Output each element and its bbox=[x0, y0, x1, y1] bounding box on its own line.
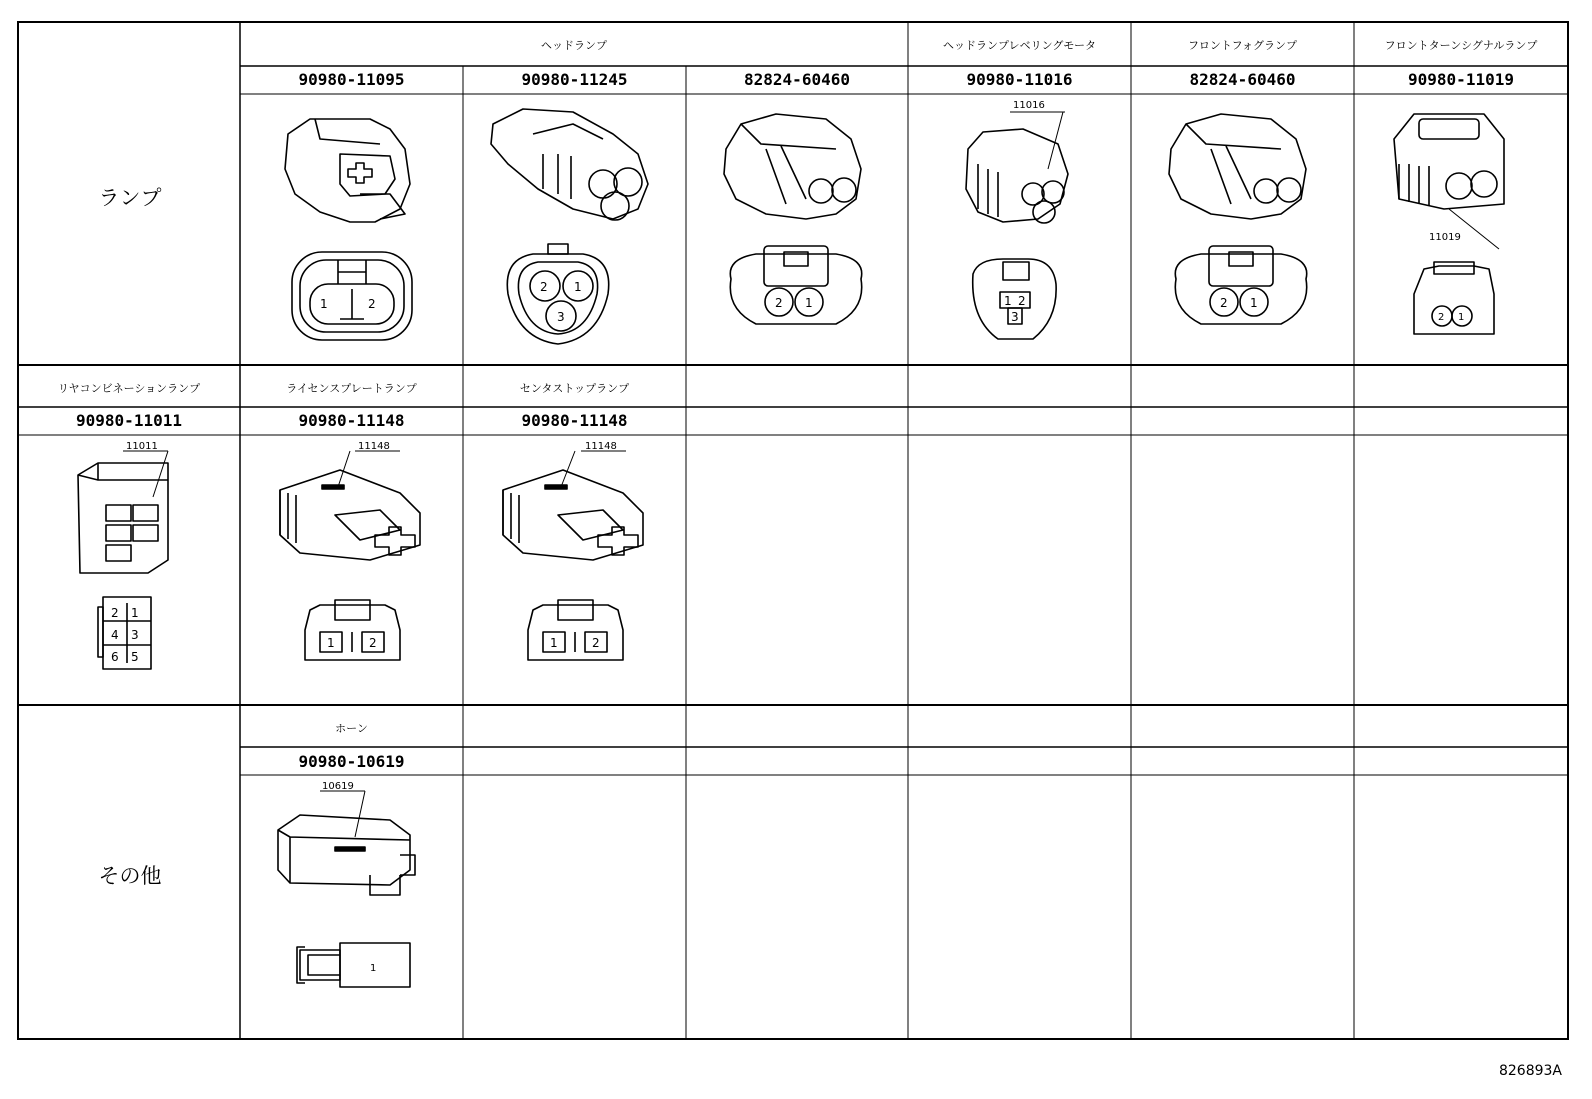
pin-3: 3 bbox=[1011, 310, 1019, 324]
pin-2: 2 bbox=[1018, 294, 1026, 308]
connector-10619-drawing bbox=[240, 775, 463, 1039]
pin-1: 1 bbox=[1004, 294, 1012, 308]
pin-4: 4 bbox=[111, 628, 119, 642]
pin-2: 2 bbox=[1220, 296, 1228, 310]
type-front-fog-lamp: フロントフォグランプ bbox=[1187, 39, 1298, 52]
type-front-turn-signal-lamp: フロントターンシグナルランプ bbox=[1384, 39, 1538, 52]
pin-2: 2 bbox=[1438, 312, 1445, 323]
pin-1: 1 bbox=[327, 636, 335, 650]
part-number: 90980-10619 bbox=[298, 752, 405, 771]
connector-11016-drawing bbox=[908, 94, 1131, 365]
callout-label: 11019 bbox=[1429, 232, 1461, 243]
type-headlamp-leveling-motor: ヘッドランプレベリングモータ bbox=[943, 39, 1096, 52]
callout-label: 11148 bbox=[358, 441, 390, 452]
drawing-reference-number: 826893A bbox=[1498, 1063, 1562, 1079]
type-headlamp: ヘッドランプ bbox=[541, 39, 607, 52]
part-number: 90980-11245 bbox=[521, 70, 628, 89]
category-lamp: ランプ bbox=[98, 186, 162, 210]
pin-2: 2 bbox=[540, 280, 548, 294]
pin-2: 2 bbox=[111, 606, 119, 620]
category-other: その他 bbox=[98, 864, 162, 888]
part-number: 90980-11148 bbox=[521, 411, 628, 430]
type-license-plate-lamp: ライセンスプレートランプ bbox=[286, 382, 417, 395]
pin-1: 1 bbox=[1458, 312, 1465, 323]
pin-2: 2 bbox=[592, 636, 600, 650]
pin-1: 1 bbox=[550, 636, 558, 650]
part-number: 90980-11095 bbox=[298, 70, 405, 89]
pin-1: 1 bbox=[370, 963, 377, 974]
part-number: 90980-11011 bbox=[76, 411, 182, 430]
pin-5: 5 bbox=[131, 650, 139, 664]
pin-3: 3 bbox=[557, 310, 565, 324]
part-number: 82824-60460 bbox=[1189, 70, 1296, 89]
type-center-stop-lamp: センタストップランプ bbox=[519, 382, 630, 395]
connector-11245-drawing bbox=[463, 94, 686, 365]
pin-1: 1 bbox=[805, 296, 813, 310]
part-number: 90980-11019 bbox=[1408, 70, 1514, 89]
part-number: 82824-60460 bbox=[744, 70, 850, 89]
type-horn: ホーン bbox=[335, 722, 368, 735]
part-number: 90980-11016 bbox=[966, 70, 1073, 89]
connector-11148-license-drawing bbox=[240, 435, 463, 705]
connector-60460-drawing bbox=[686, 94, 908, 365]
callout-label: 11011 bbox=[126, 441, 158, 452]
callout-label: 11148 bbox=[585, 441, 617, 452]
pin-1: 1 bbox=[574, 280, 582, 294]
pin-2: 2 bbox=[369, 636, 377, 650]
pin-6: 6 bbox=[111, 650, 119, 664]
part-number: 90980-11148 bbox=[298, 411, 405, 430]
pin-1: 1 bbox=[320, 297, 328, 311]
connector-11019-drawing bbox=[1354, 94, 1568, 365]
connector-11095-drawing bbox=[240, 94, 463, 365]
callout-label: 10619 bbox=[322, 781, 354, 792]
pin-3: 3 bbox=[131, 628, 139, 642]
connector-60460-fog-drawing bbox=[1131, 94, 1354, 365]
callout-label: 11016 bbox=[1013, 100, 1045, 111]
connector-11148-stop-drawing bbox=[463, 435, 686, 705]
pin-1: 1 bbox=[131, 606, 139, 620]
pin-2: 2 bbox=[368, 297, 376, 311]
pin-1: 1 bbox=[1250, 296, 1258, 310]
pin-2: 2 bbox=[775, 296, 783, 310]
connector-11011-drawing bbox=[18, 435, 240, 705]
type-rear-combination-lamp: リヤコンビネーションランプ bbox=[57, 382, 201, 395]
